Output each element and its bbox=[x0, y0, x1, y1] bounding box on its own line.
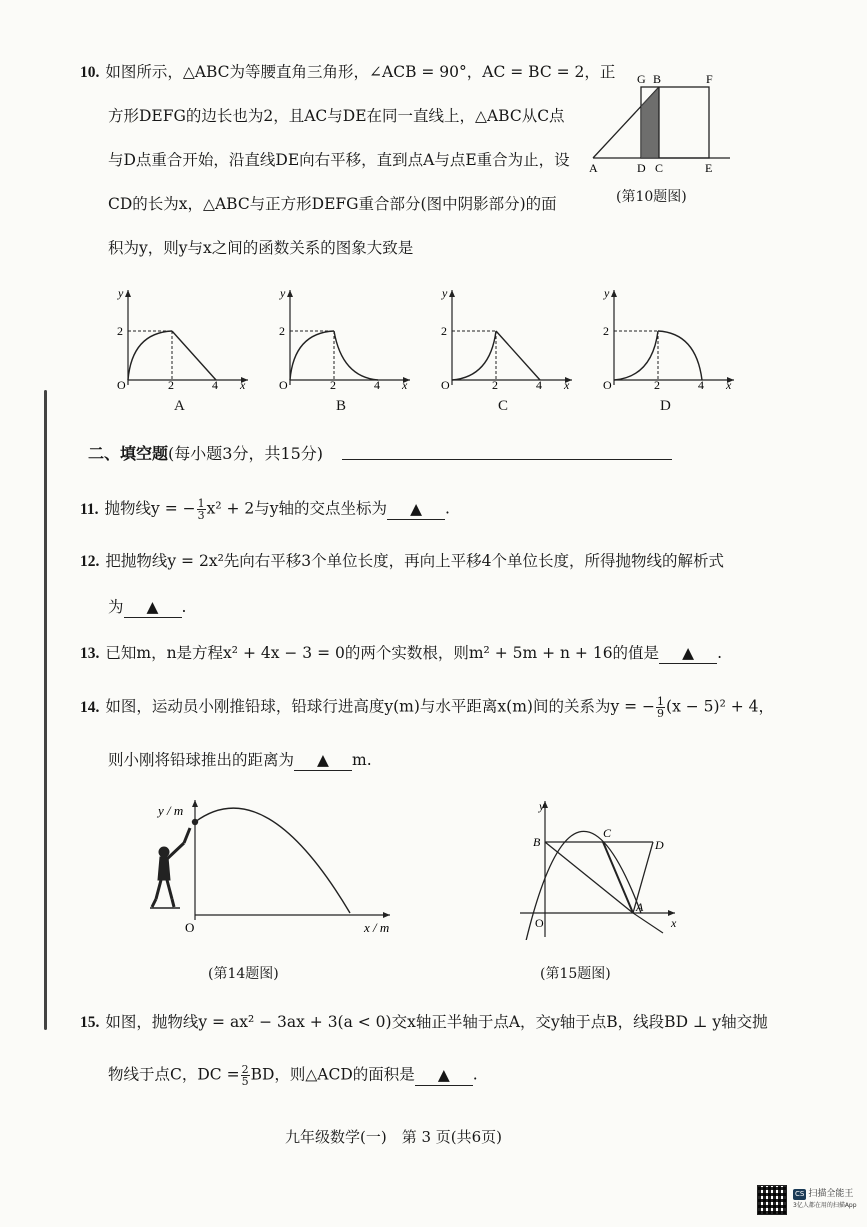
page-footer: 九年级数学(一) 第 3 页(共6页) bbox=[285, 1128, 503, 1146]
section2-header bbox=[88, 444, 323, 464]
option-a-graph bbox=[108, 285, 253, 395]
svg-text:O: O bbox=[535, 916, 544, 930]
svg-text:x: x bbox=[564, 378, 570, 392]
svg-text:D: D bbox=[655, 838, 664, 852]
q10-option-b[interactable] bbox=[270, 285, 415, 399]
option-b-graph bbox=[270, 285, 415, 395]
svg-text:2: 2 bbox=[603, 324, 609, 338]
svg-text:4: 4 bbox=[212, 378, 218, 392]
svg-text:x: x bbox=[726, 378, 732, 392]
scanner-name: 扫描全能王 bbox=[808, 1189, 854, 1199]
q10-caption: (第10题图) bbox=[616, 189, 687, 205]
scanner-sub: 3亿人都在用的扫描App bbox=[793, 1202, 857, 1209]
q10-overlap-shading bbox=[641, 87, 659, 158]
binding-margin-line bbox=[44, 390, 47, 1030]
q10-number: 10. bbox=[80, 64, 100, 81]
option-a-label: A bbox=[174, 398, 185, 414]
q15-fraction: $\frac{2}{5}$ bbox=[241, 1063, 249, 1088]
label-e: E bbox=[705, 161, 713, 175]
label-f: F bbox=[706, 72, 713, 86]
q15-line1: 15. 如图，抛物线y = ax² − 3ax + 3(a < 0)交x轴正半轴于点A，交y轴于点B，线段BD ⊥ y轴交抛 bbox=[80, 1013, 768, 1031]
svg-text:x: x bbox=[402, 378, 408, 392]
q10-option-c[interactable] bbox=[432, 285, 577, 399]
q13: 13. 已知m，n是方程x² + 4x − 3 = 0的两个实数根，则m² + 5m + n + 16的值是 ▲ . bbox=[80, 644, 722, 662]
q14-fraction: $\frac{1}{9}$ bbox=[657, 695, 665, 720]
qr-code-icon bbox=[757, 1185, 787, 1215]
q10-line2: 方形DEFG的边长也为2，且AC与DE在同一直线上，△ABC从C点 bbox=[108, 107, 565, 125]
option-c-graph bbox=[432, 285, 577, 395]
svg-text:y: y bbox=[442, 286, 448, 300]
svg-text:2: 2 bbox=[492, 378, 498, 392]
svg-text:x: x bbox=[240, 378, 246, 392]
cs-logo-icon: CS bbox=[795, 1190, 805, 1198]
q10-text-line1: 如图所示，△ABC为等腰直角三角形，∠ACB = 90°，AC = BC = 2，正 bbox=[105, 63, 616, 81]
svg-text:2: 2 bbox=[168, 378, 174, 392]
svg-text:2: 2 bbox=[441, 324, 447, 338]
svg-text:y: y bbox=[539, 799, 545, 813]
svg-text:B: B bbox=[533, 835, 541, 849]
svg-text:C: C bbox=[603, 826, 612, 840]
label-g: G bbox=[637, 72, 646, 86]
svg-text:O: O bbox=[603, 378, 612, 392]
label-a: A bbox=[589, 161, 598, 175]
q10-line4: CD的长为x，△ABC与正方形DEFG重合部分(图中阴影部分)的面 bbox=[108, 195, 557, 213]
svg-text:y / m: y / m bbox=[158, 803, 184, 818]
q10-option-a[interactable] bbox=[108, 285, 253, 399]
svg-text:2: 2 bbox=[117, 324, 123, 338]
svg-text:O: O bbox=[279, 378, 288, 392]
label-c: C bbox=[655, 161, 664, 175]
svg-text:y: y bbox=[118, 286, 124, 300]
q14-caption: (第14题图) bbox=[208, 966, 279, 982]
q11: 11. 抛物线y = − $\frac{1}{3}$ x² + 2与y轴的交点坐标为 ▲ . bbox=[80, 497, 450, 522]
svg-text:O: O bbox=[185, 920, 195, 935]
q14-line2: 则小刚将铅球推出的距离为 ▲ m. bbox=[108, 751, 372, 769]
q11-fraction: $\frac{1}{3}$ bbox=[197, 497, 205, 522]
svg-text:y: y bbox=[604, 286, 610, 300]
svg-text:4: 4 bbox=[698, 378, 704, 392]
svg-text:4: 4 bbox=[374, 378, 380, 392]
option-d-graph bbox=[594, 285, 739, 395]
svg-text:O: O bbox=[441, 378, 450, 392]
option-b-label: B bbox=[336, 398, 347, 414]
svg-text:O: O bbox=[117, 378, 126, 392]
svg-text:x / m: x / m bbox=[364, 920, 390, 935]
q10-line3: 与D点重合开始，沿直线DE向右平移，直到点A与点E重合为止，设 bbox=[108, 151, 570, 169]
q15-figure bbox=[515, 795, 685, 940]
q12-line2: 为 ▲ . bbox=[108, 598, 187, 616]
option-d-label: D bbox=[660, 398, 671, 414]
svg-text:x: x bbox=[671, 916, 677, 930]
section2-title: 二、填空题 bbox=[88, 444, 169, 463]
q12-line1: 12. 把抛物线y = 2x²先向右平移3个单位长度，再向上平移4个单位长度，所得抛物线的解析式 bbox=[80, 552, 725, 570]
scanner-watermark bbox=[757, 1180, 857, 1220]
svg-text:A: A bbox=[636, 900, 644, 914]
q10-figure bbox=[585, 68, 735, 178]
svg-text:2: 2 bbox=[654, 378, 660, 392]
athlete-figure bbox=[150, 828, 190, 908]
svg-text:2: 2 bbox=[330, 378, 336, 392]
q14-answer-blank[interactable]: ▲ bbox=[294, 750, 352, 771]
q12-answer-blank[interactable]: ▲ bbox=[124, 597, 182, 618]
label-d: D bbox=[637, 161, 646, 175]
svg-text:y: y bbox=[280, 286, 286, 300]
option-c-label: C bbox=[498, 398, 509, 414]
section2-note: (每小题3分，共15分) bbox=[168, 444, 324, 463]
svg-text:2: 2 bbox=[279, 324, 285, 338]
label-b: B bbox=[653, 72, 662, 86]
q11-answer-blank[interactable]: ▲ bbox=[387, 499, 445, 520]
svg-text:4: 4 bbox=[536, 378, 542, 392]
q15-line2: 物线于点C，DC = $\frac{2}{5}$ BD，则△ACD的面积是 ▲ . bbox=[108, 1063, 478, 1088]
section2-rule bbox=[342, 459, 672, 460]
q14-line1: 14. 如图，运动员小刚推铅球，铅球行进高度y(m)与水平距离x(m)间的关系为y = − $\frac{1}{9}$ (x − 5)² + 4， bbox=[80, 695, 775, 720]
q15-answer-blank[interactable]: ▲ bbox=[415, 1065, 473, 1086]
q10-option-d[interactable] bbox=[594, 285, 739, 399]
q10-line5: 积为y，则y与x之间的函数关系的图象大致是 bbox=[108, 239, 414, 257]
q15-caption: (第15题图) bbox=[540, 966, 611, 982]
q10-line1 bbox=[80, 62, 615, 83]
shot-trajectory bbox=[195, 808, 350, 913]
q14-figure bbox=[150, 795, 400, 940]
q13-answer-blank[interactable]: ▲ bbox=[659, 643, 717, 664]
